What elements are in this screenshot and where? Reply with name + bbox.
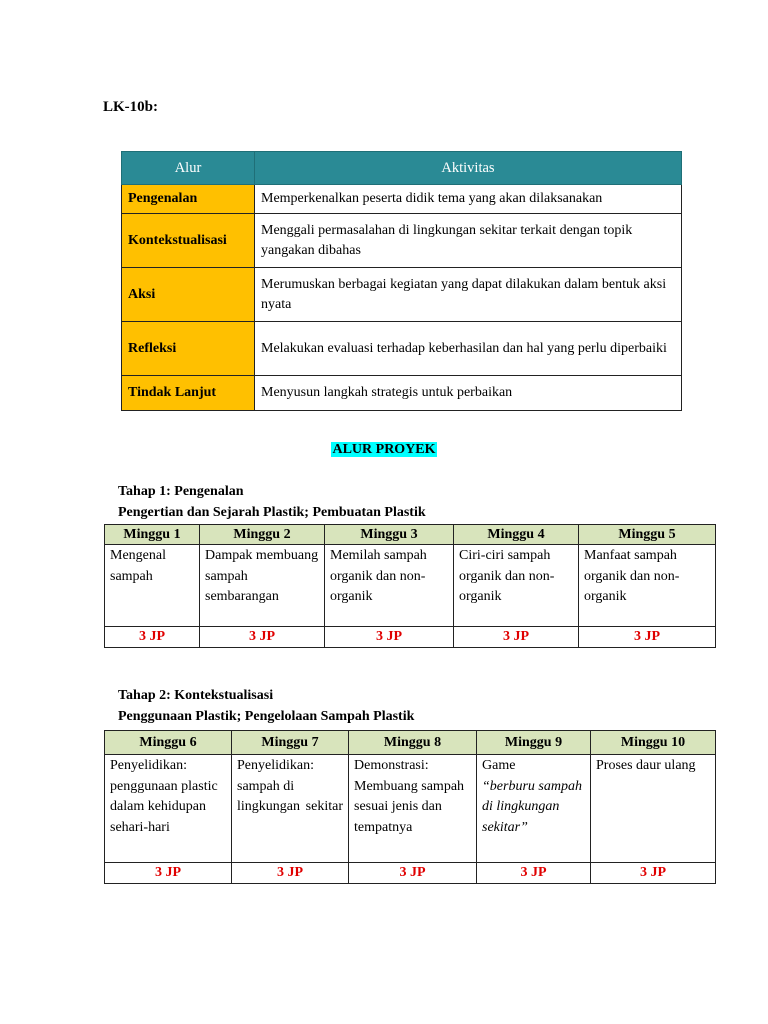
week-desc-italic: “berburu sampah di lingkungan sekitar” xyxy=(482,778,582,835)
tahap2-heading: Tahap 2: Kontekstualisasi xyxy=(118,688,274,703)
week-jp: 3 JP xyxy=(105,627,200,648)
section-title xyxy=(0,442,768,458)
tahap1-heading: Tahap 1: Pengenalan xyxy=(118,484,244,499)
week-desc-plain: Game xyxy=(482,758,516,773)
week-desc xyxy=(477,755,591,863)
lk-title: LK-10b: xyxy=(103,99,159,115)
table-row xyxy=(122,214,682,268)
alur-table xyxy=(121,151,682,411)
header-aktivitas: Aktivitas xyxy=(255,152,682,185)
alur-cell: Tindak Lanjut xyxy=(122,376,255,411)
week-desc: Penyelidikan: sampah di lingkungan sekitar xyxy=(232,755,349,863)
aktivitas-cell: Merumuskan berbagai kegiatan yang dapat dilakukan dalam bentuk aksi nyata xyxy=(255,268,682,322)
alur-cell: Pengenalan xyxy=(122,185,255,214)
week-desc-row xyxy=(105,755,716,863)
week-desc: Ciri-ciri sampah organik dan non-organik xyxy=(454,545,579,627)
week-desc: Proses daur ulang xyxy=(591,755,716,863)
week-header: Minggu 5 xyxy=(579,525,716,545)
week-header: Minggu 6 xyxy=(105,731,232,755)
header-alur: Alur xyxy=(122,152,255,185)
section-title-text: ALUR PROYEK xyxy=(332,442,436,457)
table-row xyxy=(122,376,682,411)
week-jp: 3 JP xyxy=(454,627,579,648)
week-jp: 3 JP xyxy=(232,863,349,884)
aktivitas-cell: Melakukan evaluasi terhadap keberhasilan dan hal yang perlu diperbaiki xyxy=(255,322,682,376)
tahap1-table xyxy=(104,524,716,648)
week-jp: 3 JP xyxy=(200,627,325,648)
week-desc: Mengenal sampah xyxy=(105,545,200,627)
week-header: Minggu 10 xyxy=(591,731,716,755)
week-jp: 3 JP xyxy=(477,863,591,884)
week-desc: Memilah sampah organik dan non-organik xyxy=(325,545,454,627)
week-jp-row xyxy=(105,627,716,648)
alur-cell: Refleksi xyxy=(122,322,255,376)
week-header: Minggu 1 xyxy=(105,525,200,545)
aktivitas-cell: Menyusun langkah strategis untuk perbaikan xyxy=(255,376,682,411)
week-jp: 3 JP xyxy=(349,863,477,884)
week-desc: Dampak membuang sampah sembarangan xyxy=(200,545,325,627)
aktivitas-cell: Memperkenalkan peserta didik tema yang akan dilaksanakan xyxy=(255,185,682,214)
aktivitas-cell: Menggali permasalahan di lingkungan sekitar terkait dengan topik yangakan dibahas xyxy=(255,214,682,268)
week-jp: 3 JP xyxy=(591,863,716,884)
week-desc: Manfaat sampah organik dan non-organik xyxy=(579,545,716,627)
tahap1-subheading: Pengertian dan Sejarah Plastik; Pembuatan Plastik xyxy=(118,505,426,520)
tahap2-table xyxy=(104,730,716,884)
week-jp: 3 JP xyxy=(105,863,232,884)
week-header: Minggu 3 xyxy=(325,525,454,545)
week-header: Minggu 8 xyxy=(349,731,477,755)
table-row xyxy=(122,268,682,322)
week-header-row xyxy=(105,731,716,755)
week-header: Minggu 2 xyxy=(200,525,325,545)
tahap2-subheading: Penggunaan Plastik; Pengelolaan Sampah Plastik xyxy=(118,709,415,724)
week-desc-row xyxy=(105,545,716,627)
alur-cell: Kontekstualisasi xyxy=(122,214,255,268)
week-jp: 3 JP xyxy=(325,627,454,648)
week-header: Minggu 7 xyxy=(232,731,349,755)
alur-cell: Aksi xyxy=(122,268,255,322)
week-jp-row xyxy=(105,863,716,884)
week-header: Minggu 4 xyxy=(454,525,579,545)
week-jp: 3 JP xyxy=(579,627,716,648)
week-desc: Penyelidikan: penggunaan plastic dalam kehidupan sehari-hari xyxy=(105,755,232,863)
table-row xyxy=(122,185,682,214)
week-desc: Demonstrasi: Membuang sampah sesuai jenis dan tempatnya xyxy=(349,755,477,863)
alur-table-header xyxy=(122,152,682,185)
table-row xyxy=(122,322,682,376)
week-header-row xyxy=(105,525,716,545)
week-header: Minggu 9 xyxy=(477,731,591,755)
